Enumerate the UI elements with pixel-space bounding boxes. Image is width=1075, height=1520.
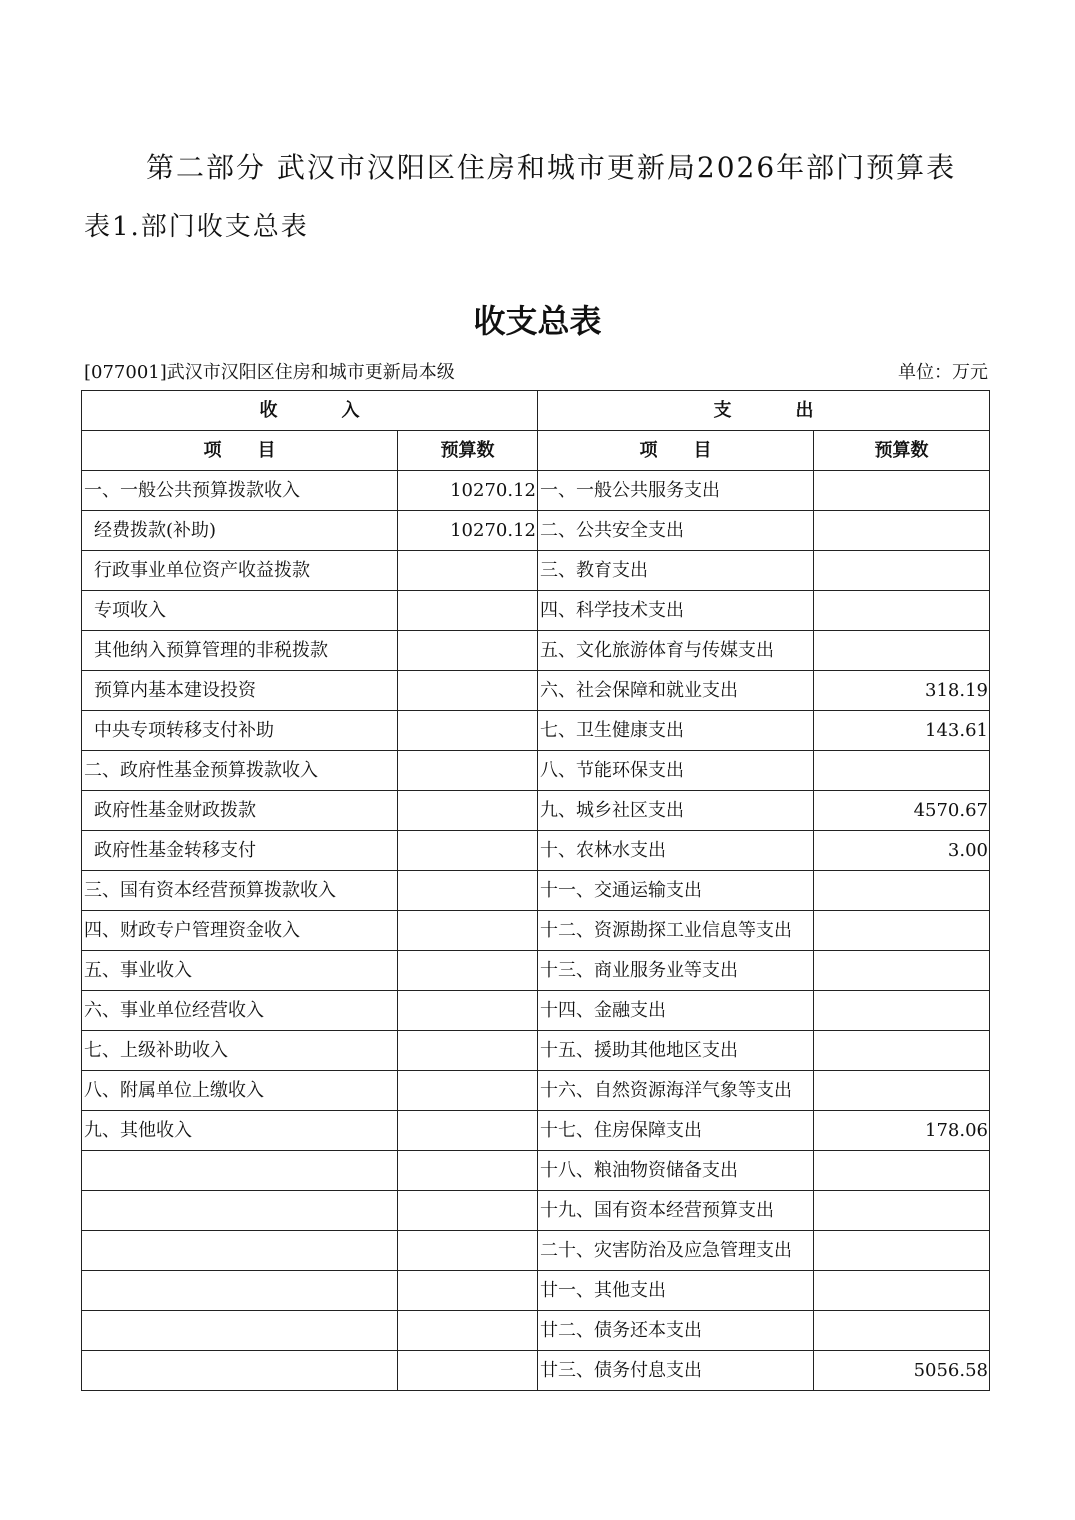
income-item-cell: 四、财政专户管理资金收入 [82, 911, 398, 951]
income-amount-cell [398, 591, 538, 631]
table-row [82, 671, 990, 711]
expense-item-cell: 二十、灾害防治及应急管理支出 [538, 1231, 814, 1271]
table-row [82, 591, 990, 631]
table-row [82, 1231, 990, 1271]
expense-section-header [538, 391, 990, 431]
column-header-row [82, 431, 990, 471]
table-row [82, 951, 990, 991]
income-item-cell: 行政事业单位资产收益拨款 [82, 551, 398, 591]
income-amount-cell [398, 1031, 538, 1071]
income-item-cell: 政府性基金转移支付 [82, 831, 398, 871]
expense-amount-cell [814, 1231, 990, 1271]
income-section-header [82, 391, 538, 431]
expense-item-cell: 十六、自然资源海洋气象等支出 [538, 1071, 814, 1111]
expense-header-char-2: 出 [795, 400, 814, 421]
table-row [82, 751, 990, 791]
table-row [82, 711, 990, 751]
table-row [82, 1111, 990, 1151]
income-item-cell: 二、政府性基金预算拨款收入 [82, 751, 398, 791]
income-amount-cell: 10270.12 [398, 471, 538, 511]
income-amount-cell: 10270.12 [398, 511, 538, 551]
table-row [82, 631, 990, 671]
income-amount-cell [398, 991, 538, 1031]
table-number-title: 表1.部门收支总表 [84, 212, 309, 242]
income-item-cell: 九、其他收入 [82, 1111, 398, 1151]
expense-item-cell: 五、文化旅游体育与传媒支出 [538, 631, 814, 671]
income-header-char-1: 收 [259, 400, 278, 421]
income-item-cell: 七、上级补助收入 [82, 1031, 398, 1071]
expense-amount-cell [814, 471, 990, 511]
expense-item-cell: 四、科学技术支出 [538, 591, 814, 631]
income-amount-cell [398, 831, 538, 871]
income-amount-cell [398, 631, 538, 671]
income-amount-cell [398, 1311, 538, 1351]
income-amount-cell [398, 1271, 538, 1311]
table-row [82, 551, 990, 591]
income-item-cell: 三、国有资本经营预算拨款收入 [82, 871, 398, 911]
expense-item-cell: 十一、交通运输支出 [538, 871, 814, 911]
income-item-cell: 政府性基金财政拨款 [82, 791, 398, 831]
income-item-cell: 其他纳入预算管理的非税拨款 [82, 631, 398, 671]
expense-amount-cell: 5056.58 [814, 1351, 990, 1391]
table-row [82, 1351, 990, 1391]
expense-item-cell: 十四、金融支出 [538, 991, 814, 1031]
expense-item-cell: 廿二、债务还本支出 [538, 1311, 814, 1351]
part-title: 第二部分 武汉市汉阳区住房和城市更新局2026年部门预算表 [146, 151, 957, 184]
expense-amount-cell: 143.61 [814, 711, 990, 751]
table-row [82, 1151, 990, 1191]
expense-item-cell: 八、节能环保支出 [538, 751, 814, 791]
expense-item-cell: 十五、援助其他地区支出 [538, 1031, 814, 1071]
expense-item-cell: 十三、商业服务业等支出 [538, 951, 814, 991]
expense-amount-cell [814, 1191, 990, 1231]
expense-item-cell: 一、一般公共服务支出 [538, 471, 814, 511]
expense-item-cell: 廿三、债务付息支出 [538, 1351, 814, 1391]
income-item-cell: 预算内基本建设投资 [82, 671, 398, 711]
expense-amount-cell: 3.00 [814, 831, 990, 871]
expense-amount-cell [814, 951, 990, 991]
expense-amount-cell [814, 1311, 990, 1351]
income-amount-cell [398, 1351, 538, 1391]
table-row [82, 471, 990, 511]
income-header-char-2: 入 [341, 400, 360, 421]
income-item-cell: 经费拨款(补助) [82, 511, 398, 551]
expense-amount-cell [814, 991, 990, 1031]
expense-item-cell: 七、卫生健康支出 [538, 711, 814, 751]
income-amount-cell [398, 791, 538, 831]
income-amount-cell [398, 1231, 538, 1271]
expense-amount-cell [814, 871, 990, 911]
table-row [82, 1071, 990, 1111]
table-row [82, 871, 990, 911]
expense-amount-cell [814, 751, 990, 791]
income-item-header: 项 目 [82, 431, 398, 471]
expense-item-cell: 十、农林水支出 [538, 831, 814, 871]
page-title: 收支总表 [473, 302, 602, 340]
expense-item-cell: 六、社会保障和就业支出 [538, 671, 814, 711]
income-amount-cell [398, 751, 538, 791]
table-row [82, 1271, 990, 1311]
unit-label: 单位：万元 [898, 362, 988, 383]
table-row [82, 831, 990, 871]
income-item-cell [82, 1191, 398, 1231]
expense-amount-cell: 4570.67 [814, 791, 990, 831]
income-item-cell: 专项收入 [82, 591, 398, 631]
income-amount-header: 预算数 [398, 431, 538, 471]
expense-item-cell: 十九、国有资本经营预算支出 [538, 1191, 814, 1231]
expense-item-cell: 十七、住房保障支出 [538, 1111, 814, 1151]
income-item-cell: 中央专项转移支付补助 [82, 711, 398, 751]
expense-amount-cell: 178.06 [814, 1111, 990, 1151]
income-item-cell [82, 1231, 398, 1271]
organization-label: [077001]武汉市汉阳区住房和城市更新局本级 [84, 362, 455, 383]
income-amount-cell [398, 711, 538, 751]
table-row [82, 791, 990, 831]
income-item-cell: 五、事业收入 [82, 951, 398, 991]
income-item-cell [82, 1151, 398, 1191]
table-row [82, 911, 990, 951]
income-amount-cell [398, 1111, 538, 1151]
expense-amount-cell [814, 911, 990, 951]
income-amount-cell [398, 1151, 538, 1191]
budget-table [81, 390, 990, 1391]
expense-item-cell: 十八、粮油物资储备支出 [538, 1151, 814, 1191]
table-row [82, 511, 990, 551]
expense-header-char-1: 支 [713, 400, 732, 421]
expense-amount-cell [814, 551, 990, 591]
table-row [82, 1031, 990, 1071]
income-item-cell [82, 1271, 398, 1311]
expense-amount-cell [814, 1031, 990, 1071]
expense-item-cell: 三、教育支出 [538, 551, 814, 591]
expense-amount-cell [814, 511, 990, 551]
expense-amount-header: 预算数 [814, 431, 990, 471]
expense-amount-cell [814, 1271, 990, 1311]
section-header-row [82, 391, 990, 431]
expense-item-cell: 九、城乡社区支出 [538, 791, 814, 831]
income-amount-cell [398, 951, 538, 991]
income-amount-cell [398, 551, 538, 591]
income-amount-cell [398, 871, 538, 911]
expense-amount-cell [814, 591, 990, 631]
income-item-cell [82, 1311, 398, 1351]
expense-item-header: 项 目 [538, 431, 814, 471]
expense-item-cell: 十二、资源勘探工业信息等支出 [538, 911, 814, 951]
expense-amount-cell [814, 631, 990, 671]
table-row [82, 1191, 990, 1231]
income-amount-cell [398, 1191, 538, 1231]
expense-item-cell: 廿一、其他支出 [538, 1271, 814, 1311]
income-amount-cell [398, 911, 538, 951]
expense-amount-cell: 318.19 [814, 671, 990, 711]
income-item-cell: 一、一般公共预算拨款收入 [82, 471, 398, 511]
expense-amount-cell [814, 1151, 990, 1191]
expense-item-cell: 二、公共安全支出 [538, 511, 814, 551]
expense-amount-cell [814, 1071, 990, 1111]
income-item-cell: 六、事业单位经营收入 [82, 991, 398, 1031]
income-item-cell [82, 1351, 398, 1391]
income-item-cell: 八、附属单位上缴收入 [82, 1071, 398, 1111]
income-amount-cell [398, 671, 538, 711]
table-row [82, 1311, 990, 1351]
income-amount-cell [398, 1071, 538, 1111]
table-row [82, 991, 990, 1031]
